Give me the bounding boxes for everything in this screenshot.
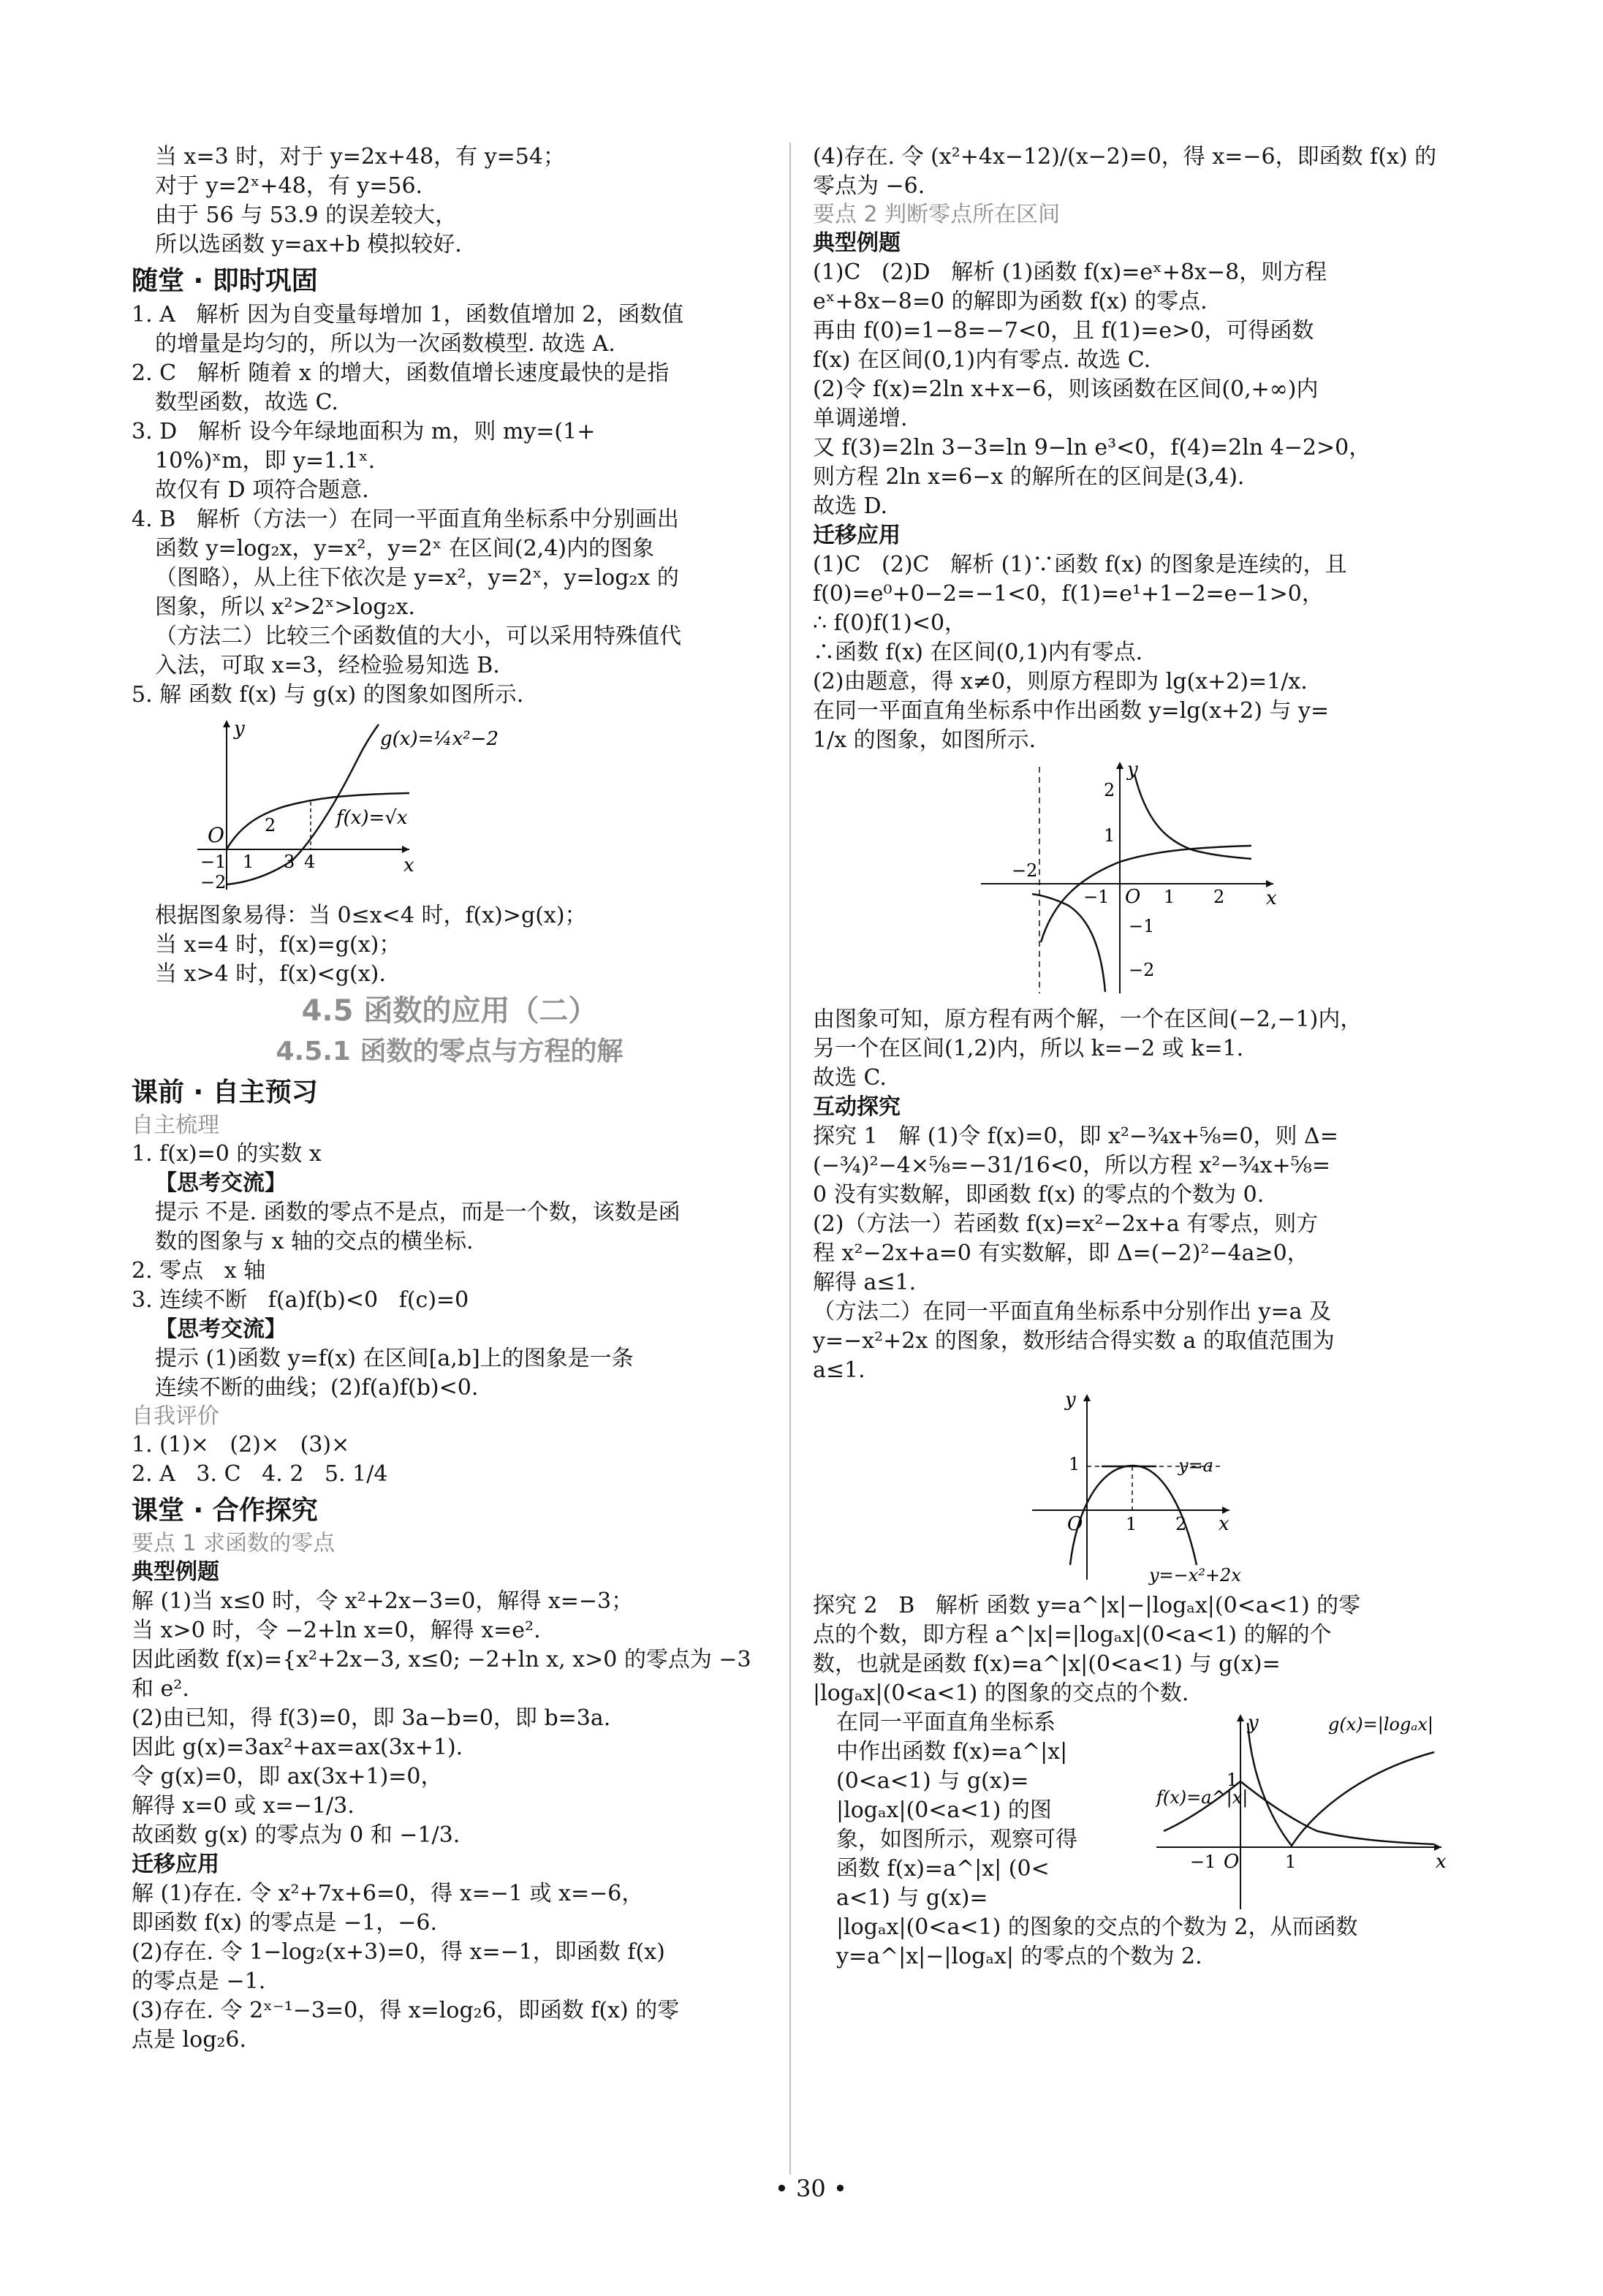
text-line: |logₐx|(0<a<1) 的图象的交点的个数为 2，从而函数 xyxy=(836,1914,1358,1940)
text-line: 所以选函数 y=ax+b 模拟较好. xyxy=(155,232,462,257)
text-line: 当 x=3 时，对于 y=2x+48，有 y=54； xyxy=(155,144,565,170)
axis-x-label: x xyxy=(403,855,414,876)
text-line: 象，如图所示，观察可得 xyxy=(836,1827,1077,1852)
tick-label: −1 xyxy=(1083,887,1110,907)
text-line: (2)（方法一）若函数 f(x)=x²−2x+a 有零点，则方 xyxy=(813,1211,1319,1237)
text-line: 2. C 解析 随着 x 的增大，函数值增长速度最快的是指 xyxy=(132,360,670,386)
tick-label: −1 xyxy=(200,852,227,872)
tick-label: −1 xyxy=(1129,916,1155,936)
line-label: y=a xyxy=(1178,1455,1213,1476)
text-line: 当 x>4 时，f(x)<g(x). xyxy=(155,961,386,987)
tick-label: −2 xyxy=(1012,860,1038,881)
tick-label: 1 xyxy=(243,852,254,872)
column-divider xyxy=(789,143,791,2175)
tick-label: 1 xyxy=(1227,1770,1238,1790)
text-line: (0<a<1) 与 g(x)= xyxy=(836,1768,1029,1794)
text-line: 入法，可取 x=3，经检验易知选 B. xyxy=(155,653,500,678)
heading-qy: 迁移应用 xyxy=(132,1852,219,1877)
text-line: f(0)=e⁰+0−2=−1<0，f(1)=e¹+1−2=e−1>0， xyxy=(813,581,1324,607)
tick-label: 1 xyxy=(1069,1454,1080,1474)
heading-suitang: 随堂 · 即时巩固 xyxy=(132,266,318,296)
origin-label: O xyxy=(1125,886,1141,908)
text-line: ∴ f(0)f(1)<0， xyxy=(813,610,967,636)
tick-label: 4 xyxy=(304,852,316,872)
left-column xyxy=(132,143,768,2055)
text-line: |logₐx|(0<a<1) 的图 xyxy=(836,1797,1052,1823)
axis-x-label: x xyxy=(1436,1851,1447,1873)
page-number: • 30 • xyxy=(775,2175,847,2202)
axis-y-label: y xyxy=(234,718,245,740)
text-line: 连续不断的曲线；(2)f(a)f(b)<0. xyxy=(155,1375,479,1401)
text-line: 0 没有实数解，即函数 f(x) 的零点的个数为 0. xyxy=(813,1182,1265,1208)
right-column xyxy=(813,143,1471,1971)
text-line: 数型函数，故选 C. xyxy=(155,390,338,415)
text-line: 2. A 3. C 4. 2 5. 1/4 xyxy=(132,1461,388,1487)
heading-kt: 课堂 · 合作探究 xyxy=(132,1496,318,1526)
text-line: 数的图象与 x 轴的交点的横坐标. xyxy=(155,1229,474,1254)
origin-label: O xyxy=(1224,1851,1240,1873)
heading-dxlt: 典型例题 xyxy=(132,1559,219,1585)
g-curve-label: g(x)=|logₐx| xyxy=(1328,1714,1433,1735)
text-line: 即函数 f(x) 的零点是 −1，−6. xyxy=(132,1910,438,1936)
text-line: （图略），从上往下依次是 y=x²，y=2ˣ，y=log₂x 的 xyxy=(155,565,679,591)
text-line: 解 (1)当 x≤0 时，令 x²+2x−3=0，解得 x=−3； xyxy=(132,1588,634,1614)
text-line: 数，也就是函数 f(x)=a^|x|(0<a<1) 与 g(x)= xyxy=(813,1651,1281,1677)
tick-label: 1 xyxy=(1164,887,1175,907)
heading-yd1: 要点 1 求函数的零点 xyxy=(132,1531,336,1556)
text-line: (2)由题意，得 x≠0，则原方程即为 lg(x+2)=1/x. xyxy=(813,669,1308,694)
text-line: 【思考交流】 xyxy=(155,1316,287,1342)
text-line: eˣ+8x−8=0 的解即为函数 f(x) 的零点. xyxy=(813,289,1208,314)
tick-label: 2 xyxy=(1175,1514,1187,1534)
heading-zizhu: 自主梳理 xyxy=(132,1113,219,1138)
text-line: (2)由已知，得 f(3)=0，即 3a−b=0，即 b=3a. xyxy=(132,1705,611,1731)
text-line: 因此函数 f(x)={x²+2x−3, x≤0; −2+ln x, x>0 的零点为 −3 和 e². xyxy=(132,1647,759,1702)
curve-label: y=−x²+2x xyxy=(1149,1565,1241,1585)
heading-qy: 迁移应用 xyxy=(813,523,901,548)
text-line: 1. f(x)=0 的实数 x xyxy=(132,1141,322,1167)
text-line: 探究 2 B 解析 函数 y=a^|x|−|logₐx|(0<a<1) 的零 xyxy=(813,1593,1361,1618)
text-line: (2)存在. 令 1−log₂(x+3)=0，得 x=−1，即函数 f(x) xyxy=(132,1939,665,1965)
axis-y-label: y xyxy=(1127,759,1138,781)
text-line: f(x) 在区间(0,1)内有零点. 故选 C. xyxy=(813,347,1151,373)
g-curve-label: g(x)=¼x²−2 xyxy=(380,728,499,750)
text-line: |logₐx|(0<a<1) 的图象的交点的个数. xyxy=(813,1681,1189,1706)
text-line: 2. 零点 x 轴 xyxy=(132,1258,266,1284)
text-line: a≤1. xyxy=(813,1357,865,1383)
tick-label: 1 xyxy=(1126,1514,1137,1534)
tick-label: −2 xyxy=(1129,960,1155,980)
text-line: 则方程 2ln x=6−x 的解所在的区间是(3,4). xyxy=(813,464,1245,490)
tick-label: −1 xyxy=(1190,1852,1216,1872)
text-line: 探究 1 解 (1)令 f(x)=0，即 x²−¾x+⅝=0，则 Δ= xyxy=(813,1124,1338,1149)
text-line: 在同一平面直角坐标系中作出函数 y=lg(x+2) 与 y= xyxy=(813,698,1330,724)
text-line: 的零点是 −1. xyxy=(132,1969,266,1994)
axis-x-label: x xyxy=(1219,1513,1229,1535)
text-line: 根据图象易得：当 0≤x<4 时，f(x)>g(x)； xyxy=(155,903,587,928)
text-line: 当 x>0 时，令 −2+ln x=0，解得 x=e². xyxy=(132,1618,541,1643)
text-line: 又 f(3)=2ln 3−3=ln 9−ln e³<0，f(4)=2ln 4−2>0， xyxy=(813,435,1371,461)
text-line: 单调递增. xyxy=(813,406,908,431)
tick-label: 2 xyxy=(265,815,276,836)
origin-label: O xyxy=(1067,1513,1083,1535)
text-line: 5. 解 函数 f(x) 与 g(x) 的图象如图所示. xyxy=(132,682,524,708)
f-curve-label: f(x)=√x xyxy=(336,807,408,829)
text-line: 的增量是均匀的，所以为一次函数模型. 故选 A. xyxy=(155,331,615,357)
text-line: 1/x 的图象，如图所示. xyxy=(813,727,1037,753)
text-line: 1. (1)× (2)× (3)× xyxy=(132,1432,350,1458)
text-line: （方法二）比较三个函数值的大小，可以采用特殊值代 xyxy=(155,624,681,649)
text-line: 点的个数，即方程 a^|x|=|logₐx|(0<a<1) 的解的个 xyxy=(813,1622,1332,1648)
text-line: （方法二）在同一平面直角坐标系中分别作出 y=a 及 xyxy=(813,1299,1332,1325)
heading-dxlt: 典型例题 xyxy=(813,230,901,256)
axis-x-label: x xyxy=(1266,887,1277,909)
text-line: 因此 g(x)=3ax²+ax=ax(3x+1). xyxy=(132,1735,463,1760)
text-line: 函数 y=log₂x，y=x²，y=2ˣ 在区间(2,4)内的图象 xyxy=(155,536,654,561)
text-line: 函数 f(x)=a^|x| (0< xyxy=(836,1856,1050,1882)
text-line: 10%)ˣm，即 y=1.1ˣ. xyxy=(155,448,376,474)
tick-label: 3 xyxy=(284,852,295,872)
text-line: (2)令 f(x)=2ln x+x−6，则该函数在区间(0,+∞)内 xyxy=(813,376,1319,402)
text-line: 故选 C. xyxy=(813,1065,887,1091)
text-line: 提示 不是. 函数的零点不是点，而是一个数，该数是函 xyxy=(155,1200,681,1225)
origin-label: O xyxy=(208,823,224,847)
text-line: 3. 连续不断 f(a)f(b)<0 f(c)=0 xyxy=(132,1287,469,1313)
text-line: 图象，所以 x²>2ˣ>log₂x. xyxy=(155,594,415,620)
text-line: 当 x=4 时，f(x)=g(x)； xyxy=(155,932,401,958)
text-line: 对于 y=2ˣ+48，有 y=56. xyxy=(155,173,423,199)
text-line: (4)存在. 令 (x²+4x−12)/(x−2)=0，得 x=−6，即函数 f(x) 的 xyxy=(813,144,1437,170)
text-line: (1)C (2)C 解析 (1)∵函数 f(x) 的图象是连续的，且 xyxy=(813,552,1347,577)
f-curve-label: f(x)=a^|x| xyxy=(1156,1787,1248,1808)
text-line: (3)存在. 令 2ˣ⁻¹−3=0，得 x=log₂6，即函数 f(x) 的零 xyxy=(132,1998,680,2023)
text-line: y=a^|x|−|logₐx| 的零点的个数为 2. xyxy=(836,1944,1202,1969)
text-line: 再由 f(0)=1−8=−7<0，且 f(1)=e>0，可得函数 xyxy=(813,318,1314,344)
text-line: ∴函数 f(x) 在区间(0,1)内有零点. xyxy=(813,640,1143,665)
section-title: 4.5 函数的应用（二） xyxy=(301,994,598,1028)
text-line: 程 x²−2x+a=0 有实数解，即 Δ=(−2)²−4a≥0， xyxy=(813,1240,1309,1266)
text-line: (1)C (2)D 解析 (1)函数 f(x)=eˣ+8x−8，则方程 xyxy=(813,259,1327,285)
text-line: 零点为 −6. xyxy=(813,173,925,199)
text-line: 由于 56 与 53.9 的误差较大， xyxy=(155,202,458,228)
text-line: a<1) 与 g(x)= xyxy=(836,1885,988,1911)
text-line: 3. D 解析 设今年绿地面积为 m，则 my=(1+ xyxy=(132,419,596,444)
text-line: 由图象可知，原方程有两个解，一个在区间(−2,−1)内， xyxy=(813,1007,1363,1032)
heading-zwpj: 自我评价 xyxy=(132,1403,219,1429)
text-line: 【思考交流】 xyxy=(155,1170,287,1196)
text-line: 解 (1)存在. 令 x²+7x+6=0，得 x=−1 或 x=−6， xyxy=(132,1881,644,1906)
heading-yd2: 要点 2 判断零点所在区间 xyxy=(813,202,1061,227)
graph-lg-and-reciprocal xyxy=(981,759,1317,1001)
text-line: 故仅有 D 项符合题意. xyxy=(155,477,369,503)
text-line: 故选 D. xyxy=(813,493,888,519)
text-line: 令 g(x)=0，即 ax(3x+1)=0， xyxy=(132,1764,443,1789)
subsection-title: 4.5.1 函数的零点与方程的解 xyxy=(276,1037,624,1066)
heading-hd: 互动探究 xyxy=(813,1094,901,1120)
text-line: 1. A 解析 因为自变量每增加 1，函数值增加 2，函数值 xyxy=(132,302,684,327)
text-line: 中作出函数 f(x)=a^|x| xyxy=(836,1739,1068,1765)
text-line: 故函数 g(x) 的零点为 0 和 −1/3. xyxy=(132,1822,461,1848)
text-line: (−¾)²−4×⅝=−31/16<0，所以方程 x²−¾x+⅝= xyxy=(813,1153,1331,1178)
text-line: y=−x²+2x 的图象，数形结合得实数 a 的取值范围为 xyxy=(813,1328,1335,1354)
text-line: 提示 (1)函数 y=f(x) 在区间[a,b]上的图象是一条 xyxy=(155,1346,634,1371)
graph-f-g xyxy=(197,714,607,897)
text-line: 解得 a≤1. xyxy=(813,1270,917,1295)
axis-y-label: y xyxy=(1248,1712,1259,1734)
tick-label: 1 xyxy=(1285,1852,1297,1872)
graph-parabola-line xyxy=(1032,1390,1310,1587)
text-line: 4. B 解析（方法一）在同一平面直角坐标系中分别画出 xyxy=(132,507,679,532)
tick-label: −2 xyxy=(200,872,227,893)
axis-y-label: y xyxy=(1065,1390,1076,1411)
text-line: 在同一平面直角坐标系 xyxy=(836,1710,1056,1735)
heading-kq: 课前 · 自主预习 xyxy=(132,1077,318,1107)
text-line: 点是 log₂6. xyxy=(132,2027,247,2053)
tick-label: 2 xyxy=(1213,887,1225,907)
tj2-block xyxy=(813,1708,1471,1913)
graph-exp-log xyxy=(1134,1708,1471,1913)
tick-label: 2 xyxy=(1104,780,1115,800)
text-line: 另一个在区间(1,2)内，所以 k=−2 或 k=1. xyxy=(813,1036,1244,1061)
tick-label: 1 xyxy=(1104,825,1115,846)
text-line: 解得 x=0 或 x=−1/3. xyxy=(132,1793,355,1819)
